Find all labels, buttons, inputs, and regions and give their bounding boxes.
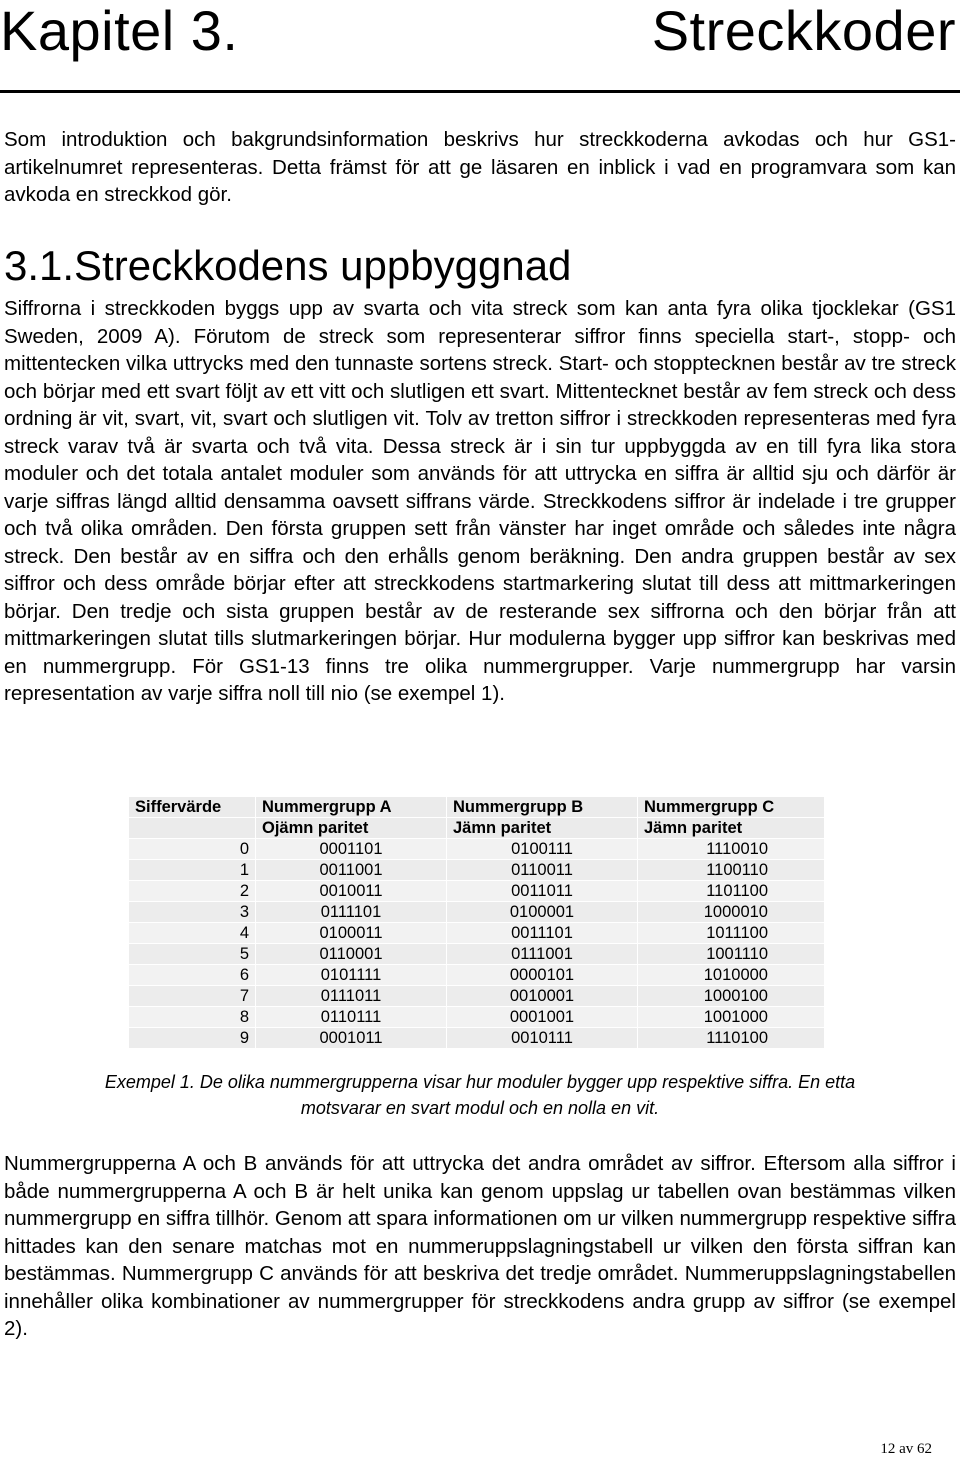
table-row: [129, 902, 825, 923]
digit-cell: 9: [129, 1028, 256, 1049]
digit-cell: 0: [129, 839, 256, 860]
group-c-cell: 1011100: [638, 923, 825, 944]
column-header-siffervarde: Siffervärde: [129, 797, 256, 818]
group-c-cell: 1110100: [638, 1028, 825, 1049]
subheader-group-b: Jämn paritet: [447, 818, 638, 839]
table-subheader-row: [129, 818, 825, 839]
group-b-cell: 0011011: [447, 881, 638, 902]
table-row: [129, 1028, 825, 1049]
number-group-table: [128, 796, 825, 1049]
digit-cell: 6: [129, 965, 256, 986]
digit-cell: 3: [129, 902, 256, 923]
group-a-cell: 0100011: [256, 923, 447, 944]
caption-line-1: Exempel 1. De olika nummergrupperna visar hur moduler bygger upp respektive siffra. En etta: [104, 1072, 856, 1092]
group-c-cell: 1000100: [638, 986, 825, 1007]
chapter-number: Kapitel 3.: [0, 0, 239, 62]
section-heading: 3.1.Streckkodens uppbyggnad: [4, 242, 572, 289]
group-a-cell: 0111101: [256, 902, 447, 923]
group-b-cell: 0111001: [447, 944, 638, 965]
table-row: [129, 839, 825, 860]
group-b-cell: 0110011: [447, 860, 638, 881]
group-a-cell: 0110001: [256, 944, 447, 965]
group-c-cell: 1001000: [638, 1007, 825, 1028]
group-b-cell: 0010111: [447, 1028, 638, 1049]
chapter-title: Streckkoder: [651, 0, 956, 62]
digit-cell: 4: [129, 923, 256, 944]
subheader-empty: [129, 818, 256, 839]
group-b-cell: 0011101: [447, 923, 638, 944]
table-row: [129, 986, 825, 1007]
digit-cell: 2: [129, 881, 256, 902]
group-a-cell: 0001011: [256, 1028, 447, 1049]
subheader-group-c: Jämn paritet: [638, 818, 825, 839]
table-row: [129, 1007, 825, 1028]
table-header-row: [129, 797, 825, 818]
group-a-cell: 0010011: [256, 881, 447, 902]
intro-paragraph: Som introduktion och bakgrundsinformation beskrivs hur streckkoderna avkodas och hur GS1-artikelnumret representeras. Detta främst för att ge läsaren en inblick i vad en programvara som kan avkoda en streckkod gör.: [4, 128, 956, 206]
group-a-cell: 0011001: [256, 860, 447, 881]
chapter-header: [0, 0, 960, 93]
group-a-cell: 0101111: [256, 965, 447, 986]
group-a-cell: 0110111: [256, 1007, 447, 1028]
digit-cell: 7: [129, 986, 256, 1007]
table-row: [129, 860, 825, 881]
subheader-group-a: Ojämn paritet: [256, 818, 447, 839]
column-header-group-a: Nummergrupp A: [256, 797, 447, 818]
group-c-cell: 1101100: [638, 881, 825, 902]
group-b-cell: 0010001: [447, 986, 638, 1007]
page-number: 12 av 62: [880, 1441, 932, 1457]
digit-cell: 1: [129, 860, 256, 881]
closing-paragraph: Nummergrupperna A och B används för att uttrycka det andra området av siffror. Eftersom alla siffror i både nummergrupperna A och B är helt unika kan genom uppslag ur tabellen ovan bestämmas vilken nummergrupp en siffra tillhör. Genom att spara informationen om ur vilken nummergrupp respektive siffra hittades kan den senare matchas mot en nummeruppslagningstabell ur vilken den första siffran kan bestämmas. Nummergrupp C används för att beskriva det tredje området. Nummeruppslagningstabellen innehåller olika kombinationer av nummergrupper för streckkodens andra grupp av siffror (se exempel 2).: [4, 1152, 956, 1340]
digit-cell: 5: [129, 944, 256, 965]
group-a-cell: 0001101: [256, 839, 447, 860]
group-c-cell: 1110010: [638, 839, 825, 860]
group-c-cell: 1010000: [638, 965, 825, 986]
group-b-cell: 0001001: [447, 1007, 638, 1028]
group-c-cell: 1000010: [638, 902, 825, 923]
group-b-cell: 0000101: [447, 965, 638, 986]
caption-line-2: motsvarar en svart modul och en nolla en vit.: [300, 1098, 660, 1118]
group-a-cell: 0111011: [256, 986, 447, 1007]
section-body-paragraph: Siffrorna i streckkoden byggs upp av svarta och vita streck som kan anta fyra olika tjocklekar (GS1 Sweden, 2009 A). Förutom de streck som representerar siffror finns speciella start-, stopp- och mittentecken vilka uttrycks med den tunnaste sortens streck. Start- och stopptecknen består av tre streck och börjar med ett svart följt av ett vitt och slutligen ett svart. Mittentecknet består av fem streck och dess ordning är vit, svart, vit, svart och slutligen vit. Tolv av tretton siffror i streckkoden representeras med fyra streck varav två är svarta och två vita. Dessa streck är i sin tur uppbyggda av en till fyra lika stora moduler och det totala antalet moduler som används för att uttrycka en siffra är alltid sju och därför är varje siffras längd alltid densamma oavsett siffrans värde. Streckkodens siffror är indelade i tre grupper och två olika områden. Den första gruppen sett från vänster har inget område och således inte några streck. Den består av en siffra och den erhålls genom beräkning. Den andra gruppen består av sex siffror och dess område börjar efter att streckkodens startmarkering slutat till dess att mittmarkeringen börjar. Den tredje och sista gruppen består av de resterande sex siffrorna och den börjar från att mittmarkeringen slutat tills slutmarkeringen börjar. Hur modulerna bygger upp siffror kan beskrivas med en nummergrupp. För GS1-13 finns tre olika nummergrupper. Varje nummergrupp har varsin representation av varje siffra noll till nio (se exempel 1).: [4, 297, 956, 705]
group-c-cell: 1001110: [638, 944, 825, 965]
group-b-cell: 0100001: [447, 902, 638, 923]
digit-cell: 8: [129, 1007, 256, 1028]
group-b-cell: 0100111: [447, 839, 638, 860]
table-row: [129, 881, 825, 902]
column-header-group-b: Nummergrupp B: [447, 797, 638, 818]
group-c-cell: 1100110: [638, 860, 825, 881]
table-row: [129, 944, 825, 965]
table-row: [129, 923, 825, 944]
table-row: [129, 965, 825, 986]
column-header-group-c: Nummergrupp C: [638, 797, 825, 818]
table-caption: [0, 1069, 960, 1121]
